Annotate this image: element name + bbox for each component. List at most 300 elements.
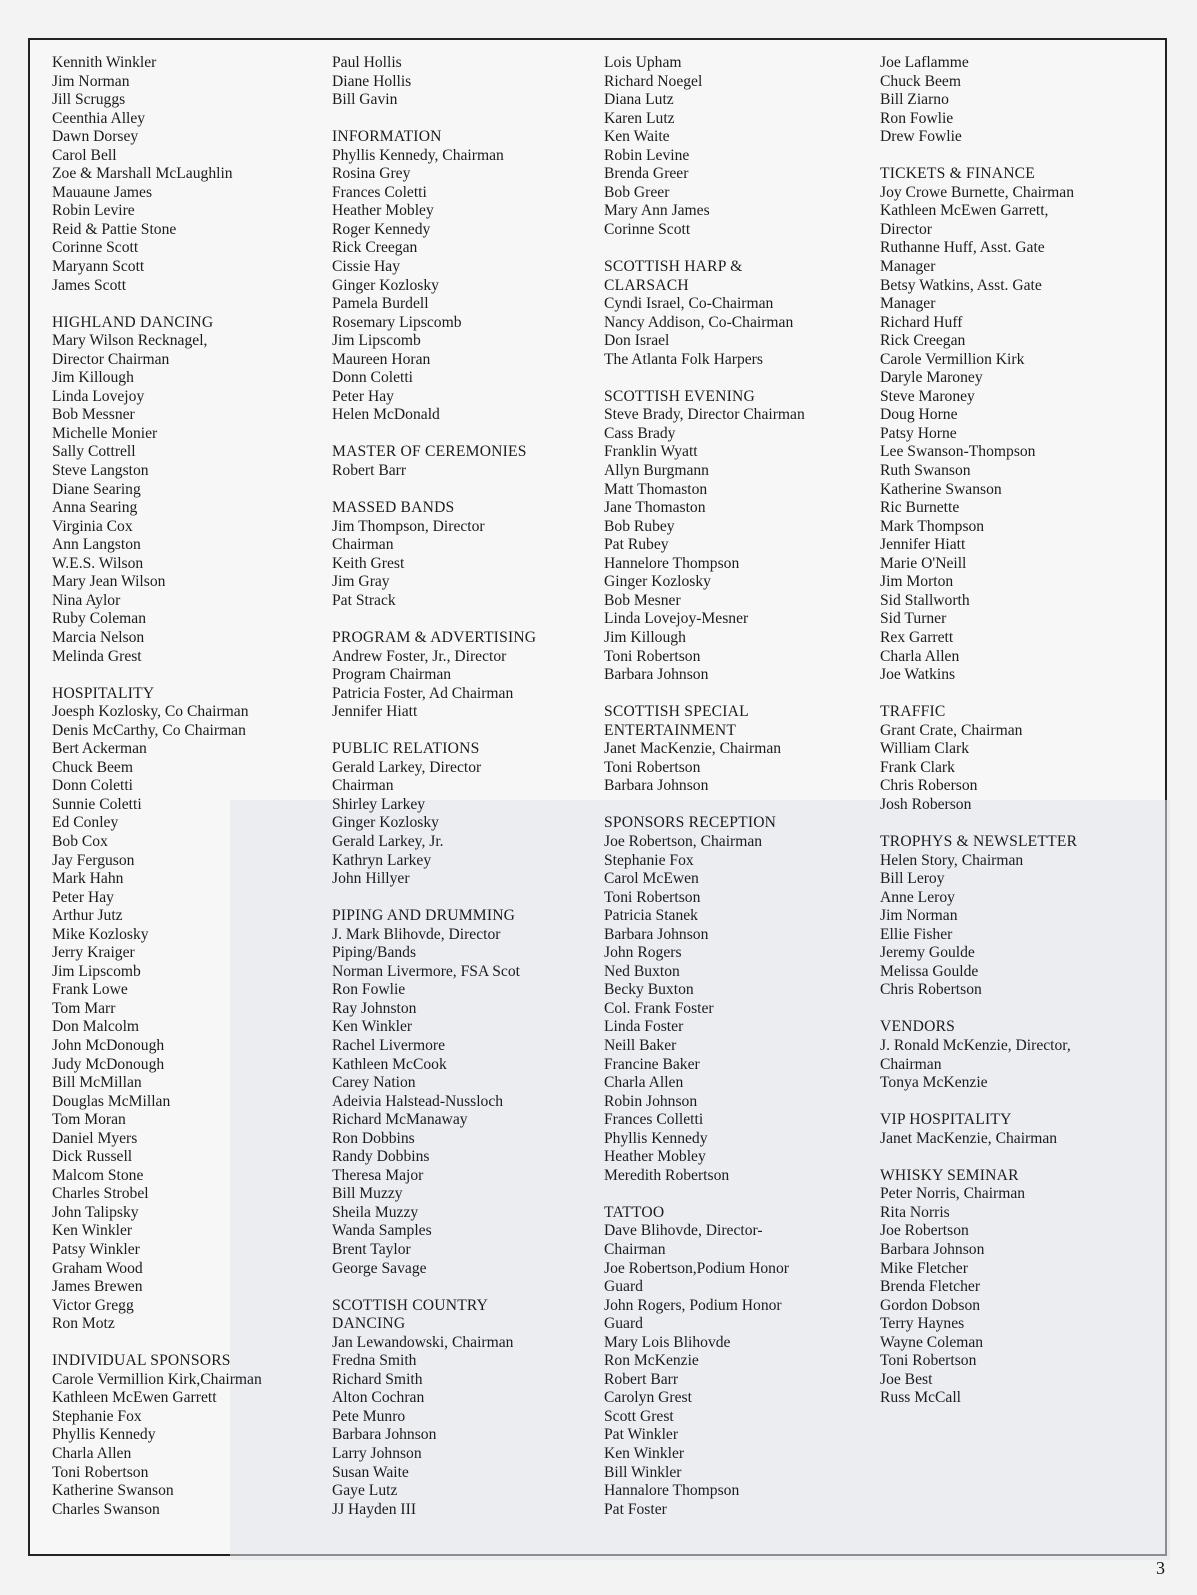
member-name: W.E.S. Wilson xyxy=(52,554,144,572)
member-name: Ellie Fisher xyxy=(880,925,953,943)
member-name: Scott Grest xyxy=(604,1407,674,1425)
member-name: Cass Brady xyxy=(604,424,676,442)
member-name: Peter Hay xyxy=(332,387,394,405)
member-name: Frank Clark xyxy=(880,758,955,776)
member-name: Betsy Watkins, Asst. Gate xyxy=(880,276,1042,294)
member-name: Jennifer Hiatt xyxy=(880,536,966,554)
member-name: Bill Winkler xyxy=(604,1463,682,1481)
member-name: Jennifer Hiatt xyxy=(332,703,418,721)
member-name: Nina Aylor xyxy=(52,591,121,609)
member-name: Ginger Kozlosky xyxy=(332,814,439,832)
member-name: Terry Haynes xyxy=(880,1315,965,1333)
member-name: Ruthanne Huff, Asst. Gate xyxy=(880,239,1045,257)
member-name: Kathleen McEwen Garrett, xyxy=(880,202,1049,220)
committee-section xyxy=(52,54,327,295)
member-name: Roger Kennedy xyxy=(332,220,431,238)
member-name: Neill Baker xyxy=(604,1036,677,1054)
member-name: Josh Roberson xyxy=(880,795,972,813)
member-name: Janet MacKenzie, Chairman xyxy=(880,1129,1058,1147)
member-name: Andrew Foster, Jr., Director xyxy=(332,647,507,665)
member-name: Col. Frank Foster xyxy=(604,999,714,1017)
member-name: Patsy Winkler xyxy=(52,1241,140,1258)
member-name: Becky Buxton xyxy=(604,981,694,999)
member-name: John McDonough xyxy=(52,1036,165,1054)
member-name: John Rogers xyxy=(604,944,682,962)
member-name: Nancy Addison, Co-Chairman xyxy=(604,313,794,331)
committee-section xyxy=(332,499,607,610)
member-name: Victor Gregg xyxy=(52,1296,134,1314)
member-name: Drew Fowlie xyxy=(880,128,962,146)
member-name: Douglas McMillan xyxy=(52,1092,171,1110)
member-name: Joe Robertson,Podium Honor xyxy=(604,1259,789,1277)
column-3 xyxy=(604,54,879,1538)
member-name: J. Ronald McKenzie, Director, xyxy=(880,1036,1071,1054)
section-heading: CLARSACH xyxy=(604,276,689,294)
member-name: Heather Mobley xyxy=(332,202,434,220)
member-name: Ginger Kozlosky xyxy=(332,276,439,294)
member-name: Melinda Grest xyxy=(52,647,142,665)
member-name: Mike Kozlosky xyxy=(52,925,149,943)
member-name: Wanda Samples xyxy=(332,1222,432,1240)
member-name: Daniel Myers xyxy=(52,1129,138,1147)
section-heading: SCOTTISH HARP & xyxy=(604,258,743,276)
member-name: Daryle Maroney xyxy=(880,369,983,387)
member-name: Toni Robertson xyxy=(604,888,701,906)
member-name: George Savage xyxy=(332,1259,427,1277)
member-name: Ron Motz xyxy=(52,1315,115,1333)
member-name: Guard xyxy=(604,1315,643,1333)
member-name: Dave Blihovde, Director- xyxy=(604,1222,763,1240)
member-name: Rex Garrett xyxy=(880,628,954,646)
member-name: Matt Thomaston xyxy=(604,480,708,498)
member-name: Toni Robertson xyxy=(604,647,701,665)
member-name: Ned Buxton xyxy=(604,962,680,980)
member-name: Chuck Beem xyxy=(880,72,961,90)
member-name: Melissa Goulde xyxy=(880,962,979,980)
page-number: 3 xyxy=(1156,1558,1165,1578)
committee-section xyxy=(52,1352,327,1519)
member-name: Barbara Johnson xyxy=(332,1426,437,1444)
member-name: Kathleen McCook xyxy=(332,1055,447,1073)
member-name: Jim Gray xyxy=(332,573,390,591)
member-name: Jim Thompson, Director xyxy=(332,517,485,535)
committee-section xyxy=(332,629,607,722)
member-name: Mark Hahn xyxy=(52,870,124,888)
member-name: Barbara Johnson xyxy=(604,666,709,684)
member-name: Pat Foster xyxy=(604,1500,667,1518)
member-name: Piping/Bands xyxy=(332,944,417,962)
member-name: Tom Moran xyxy=(52,1111,126,1129)
member-name: Ron Fowlie xyxy=(332,981,406,999)
member-name: Brent Taylor xyxy=(332,1241,411,1258)
section-heading: VENDORS xyxy=(880,1018,956,1036)
member-name: Joe Watkins xyxy=(880,666,956,684)
member-name: Chairman xyxy=(880,1055,942,1073)
member-name: Patricia Foster, Ad Chairman xyxy=(332,684,514,702)
member-name: Barbara Johnson xyxy=(880,1241,985,1258)
member-name: Carolyn Grest xyxy=(604,1389,692,1407)
member-name: Linda Lovejoy xyxy=(52,387,145,405)
member-name: James Scott xyxy=(52,276,127,294)
member-name: Manager xyxy=(880,258,936,276)
member-name: William Clark xyxy=(880,740,970,758)
member-name: Stephanie Fox xyxy=(604,851,694,869)
member-name: Graham Wood xyxy=(52,1259,143,1277)
member-name: Program Chairman xyxy=(332,666,452,684)
member-name: Robin Johnson xyxy=(604,1092,698,1110)
committee-section xyxy=(880,165,1155,684)
member-name: Cyndi Israel, Co-Chairman xyxy=(604,295,774,313)
section-heading: TATTOO xyxy=(604,1203,665,1221)
member-name: Linda Foster xyxy=(604,1018,684,1036)
member-name: Frank Lowe xyxy=(52,981,128,999)
member-name: Grant Crate, Chairman xyxy=(880,721,1023,739)
member-name: Mary Ann James xyxy=(604,202,710,220)
member-name: Charla Allen xyxy=(604,1074,684,1092)
member-name: Jay Ferguson xyxy=(52,851,135,869)
member-name: Rita Norris xyxy=(880,1203,950,1221)
member-name: Bob Messner xyxy=(52,406,135,424)
member-name: Patricia Stanek xyxy=(604,907,698,925)
member-name: Adeivia Halstead-Nussloch xyxy=(332,1092,504,1110)
member-name: Jane Thomaston xyxy=(604,499,706,517)
member-name: Sid Stallworth xyxy=(880,591,970,609)
member-name: Rosemary Lipscomb xyxy=(332,313,462,331)
member-name: Director Chairman xyxy=(52,350,170,368)
section-heading: WHISKY SEMINAR xyxy=(880,1166,1019,1184)
member-name: Donn Coletti xyxy=(332,369,413,387)
member-name: Chairman xyxy=(332,536,394,554)
section-heading: PUBLIC RELATIONS xyxy=(332,740,480,758)
committee-section xyxy=(604,703,879,796)
member-name: James Brewen xyxy=(52,1278,143,1296)
member-name: Ron Dobbins xyxy=(332,1129,415,1147)
member-name: Doug Horne xyxy=(880,406,958,424)
member-name: Ruth Swanson xyxy=(880,462,971,480)
member-name: Steve Maroney xyxy=(880,387,975,405)
committee-section xyxy=(332,443,607,480)
member-name: Linda Lovejoy-Mesner xyxy=(604,610,749,628)
member-name: Chairman xyxy=(604,1241,666,1258)
member-name: Lois Upham xyxy=(604,54,682,71)
member-name: Katherine Swanson xyxy=(52,1482,174,1500)
section-heading: PROGRAM & ADVERTISING xyxy=(332,628,537,646)
member-name: Ed Conley xyxy=(52,814,119,832)
member-name: Carol Bell xyxy=(52,146,117,164)
member-name: Ray Johnston xyxy=(332,999,417,1017)
committee-section xyxy=(880,1018,1155,1092)
member-name: Ruby Coleman xyxy=(52,610,146,628)
member-name: Gerald Larkey, Jr. xyxy=(332,832,444,850)
section-heading: MASSED BANDS xyxy=(332,499,455,517)
member-name: Ken Winkler xyxy=(604,1445,685,1463)
member-name: Stephanie Fox xyxy=(52,1407,142,1425)
member-name: Bill Gavin xyxy=(332,91,398,109)
committee-section xyxy=(332,907,607,1278)
member-name: Joe Robertson xyxy=(880,1222,969,1240)
member-name: Phyllis Kennedy xyxy=(52,1426,156,1444)
member-name: Paul Hollis xyxy=(332,54,402,71)
committee-section xyxy=(880,1111,1155,1148)
member-name: Patsy Horne xyxy=(880,424,957,442)
committee-section xyxy=(332,1297,607,1520)
member-name: Charles Strobel xyxy=(52,1185,149,1203)
member-name: Mark Thompson xyxy=(880,517,985,535)
member-name: Don Malcolm xyxy=(52,1018,140,1036)
member-name: Robin Levine xyxy=(604,146,690,164)
section-heading: HIGHLAND DANCING xyxy=(52,313,214,331)
committee-section xyxy=(52,685,327,1334)
member-name: Judy McDonough xyxy=(52,1055,165,1073)
member-name: Richard Huff xyxy=(880,313,963,331)
member-name: Sid Turner xyxy=(880,610,947,628)
member-name: Pete Munro xyxy=(332,1407,406,1425)
member-name: Ron Fowlie xyxy=(880,109,954,127)
member-name: Toni Robertson xyxy=(880,1352,977,1370)
member-name: Cissie Hay xyxy=(332,258,401,276)
member-name: Charla Allen xyxy=(52,1445,132,1463)
member-name: Frances Coletti xyxy=(332,183,427,201)
member-name: Randy Dobbins xyxy=(332,1148,430,1166)
member-name: J. Mark Blihovde, Director xyxy=(332,925,501,943)
member-name: Diane Hollis xyxy=(332,72,412,90)
member-name: Joe Laflamme xyxy=(880,54,969,71)
member-name: Jim Lipscomb xyxy=(332,332,421,350)
member-name: Gerald Larkey, Director xyxy=(332,758,482,776)
member-name: Jim Morton xyxy=(880,573,954,591)
member-name: Pamela Burdell xyxy=(332,295,429,313)
member-name: Chris Roberson xyxy=(880,777,978,795)
member-name: Sunnie Coletti xyxy=(52,795,142,813)
section-heading: SCOTTISH SPECIAL xyxy=(604,703,749,721)
member-name: Tonya McKenzie xyxy=(880,1074,988,1092)
member-name: Heather Mobley xyxy=(604,1148,706,1166)
member-name: Rachel Livermore xyxy=(332,1036,446,1054)
committee-section xyxy=(604,258,879,369)
member-name: Barbara Johnson xyxy=(604,925,709,943)
member-name: Bill McMillan xyxy=(52,1074,142,1092)
member-name: Diana Lutz xyxy=(604,91,674,109)
member-name: The Atlanta Folk Harpers xyxy=(604,350,763,368)
member-name: Shirley Larkey xyxy=(332,795,426,813)
member-name: Joy Crowe Burnette, Chairman xyxy=(880,183,1075,201)
member-name: Helen McDonald xyxy=(332,406,440,424)
section-heading: SPONSORS RECEPTION xyxy=(604,814,777,832)
member-name: Steve Langston xyxy=(52,462,149,480)
member-name: Theresa Major xyxy=(332,1166,424,1184)
member-name: Jim Norman xyxy=(880,907,958,925)
member-name: Chairman xyxy=(332,777,394,795)
member-name: Chuck Beem xyxy=(52,758,133,776)
member-name: Robert Barr xyxy=(332,462,407,480)
member-name: Malcom Stone xyxy=(52,1166,144,1184)
member-name: Keith Grest xyxy=(332,554,405,572)
member-name: Carole Vermillion Kirk xyxy=(880,350,1025,368)
member-name: Ron McKenzie xyxy=(604,1352,699,1370)
member-name: Ric Burnette xyxy=(880,499,960,517)
member-name: Chris Robertson xyxy=(880,981,982,999)
committee-section xyxy=(52,314,327,666)
member-name: Carole Vermillion Kirk,Chairman xyxy=(52,1370,262,1388)
member-name: Virginia Cox xyxy=(52,517,133,535)
member-name: Ken Waite xyxy=(604,128,670,146)
member-name: Reid & Pattie Stone xyxy=(52,220,177,238)
member-name: Corinne Scott xyxy=(604,220,691,238)
member-name: Ann Langston xyxy=(52,536,141,554)
member-name: Bob Mesner xyxy=(604,591,681,609)
section-heading: MASTER OF CEREMONIES xyxy=(332,443,527,461)
column-1 xyxy=(52,54,327,1538)
member-name: Joe Best xyxy=(880,1370,933,1388)
member-name: Maryann Scott xyxy=(52,258,145,276)
member-name: Katherine Swanson xyxy=(880,480,1002,498)
member-name: Pat Rubey xyxy=(604,536,669,554)
member-name: Rosina Grey xyxy=(332,165,411,183)
member-name: Mike Fletcher xyxy=(880,1259,968,1277)
member-name: Helen Story, Chairman xyxy=(880,851,1024,869)
member-name: Robert Barr xyxy=(604,1370,679,1388)
committee-section xyxy=(604,814,879,1185)
member-name: Allyn Burgmann xyxy=(604,462,709,480)
member-name: Tom Marr xyxy=(52,999,116,1017)
member-name: Ceenthia Alley xyxy=(52,109,146,127)
member-name: Director xyxy=(880,220,932,238)
member-name: Bill Leroy xyxy=(880,870,945,888)
member-name: Ken Winkler xyxy=(332,1018,413,1036)
member-name: Manager xyxy=(880,295,936,313)
page-frame xyxy=(28,38,1167,1556)
section-heading: TICKETS & FINANCE xyxy=(880,165,1036,183)
section-heading: INDIVIDUAL SPONSORS xyxy=(52,1352,231,1370)
section-heading: VIP HOSPITALITY xyxy=(880,1111,1012,1129)
member-name: Marie O'Neill xyxy=(880,554,967,572)
member-name: Mauaune James xyxy=(52,183,153,201)
member-name: Arthur Jutz xyxy=(52,907,123,925)
member-name: Bert Ackerman xyxy=(52,740,147,758)
member-name: Sheila Muzzy xyxy=(332,1203,419,1221)
member-name: John Rogers, Podium Honor xyxy=(604,1296,782,1314)
member-name: Robin Levire xyxy=(52,202,135,220)
member-name: John Hillyer xyxy=(332,870,410,888)
member-name: Wayne Coleman xyxy=(880,1333,984,1351)
member-name: Peter Hay xyxy=(52,888,114,906)
member-name: Don Israel xyxy=(604,332,670,350)
member-name: Gaye Lutz xyxy=(332,1482,398,1500)
member-name: Hannalore Thompson xyxy=(604,1482,740,1500)
member-name: Anne Leroy xyxy=(880,888,955,906)
member-name: Jim Lipscomb xyxy=(52,962,141,980)
member-name: Pat Winkler xyxy=(604,1426,679,1444)
member-name: Francine Baker xyxy=(604,1055,700,1073)
member-name: Jill Scruggs xyxy=(52,91,126,109)
committee-section xyxy=(332,128,607,425)
committee-section xyxy=(880,54,1155,147)
member-name: Kennith Winkler xyxy=(52,54,157,71)
member-name: Denis McCarthy, Co Chairman xyxy=(52,721,246,739)
column-2 xyxy=(332,54,607,1538)
section-heading: DANCING xyxy=(332,1315,406,1333)
member-name: Larry Johnson xyxy=(332,1445,422,1463)
member-name: Jan Lewandowski, Chairman xyxy=(332,1333,514,1351)
committee-section xyxy=(332,740,607,888)
member-name: Steve Brady, Director Chairman xyxy=(604,406,805,424)
member-name: Maureen Horan xyxy=(332,350,431,368)
section-heading: INFORMATION xyxy=(332,128,442,146)
member-name: Jim Killough xyxy=(604,628,686,646)
member-name: Norman Livermore, FSA Scot xyxy=(332,962,520,980)
member-name: Bob Rubey xyxy=(604,517,675,535)
member-name: Dawn Dorsey xyxy=(52,128,139,146)
member-name: Pat Strack xyxy=(332,591,396,609)
section-heading: SCOTTISH EVENING xyxy=(604,387,755,405)
member-name: Jerry Kraiger xyxy=(52,944,135,962)
member-name: Carol McEwen xyxy=(604,870,699,888)
member-name: Lee Swanson-Thompson xyxy=(880,443,1036,461)
member-name: Mary Lois Blihovde xyxy=(604,1333,731,1351)
member-name: Carey Nation xyxy=(332,1074,416,1092)
member-name: Michelle Monier xyxy=(52,424,158,442)
section-heading: PIPING AND DRUMMING xyxy=(332,907,516,925)
committee-section xyxy=(332,54,607,110)
member-name: Peter Norris, Chairman xyxy=(880,1185,1026,1203)
member-name: Kathleen McEwen Garrett xyxy=(52,1389,217,1407)
member-name: Jim Killough xyxy=(52,369,134,387)
member-name: Zoe & Marshall McLaughlin xyxy=(52,165,233,183)
member-name: Alton Cochran xyxy=(332,1389,425,1407)
member-name: Marcia Nelson xyxy=(52,628,145,646)
member-name: Toni Robertson xyxy=(604,758,701,776)
member-name: Toni Robertson xyxy=(52,1463,149,1481)
member-name: Joesph Kozlosky, Co Chairman xyxy=(52,703,249,721)
member-name: Mary Jean Wilson xyxy=(52,573,166,591)
member-name: Rick Creegan xyxy=(880,332,966,350)
section-heading: TROPHYS & NEWSLETTER xyxy=(880,832,1078,850)
member-name: Brenda Fletcher xyxy=(880,1278,981,1296)
member-name: Fredna Smith xyxy=(332,1352,417,1370)
member-name: Diane Searing xyxy=(52,480,141,498)
member-name: Bob Greer xyxy=(604,183,670,201)
member-name: Charles Swanson xyxy=(52,1500,160,1518)
section-heading: HOSPITALITY xyxy=(52,684,155,702)
member-name: Kathryn Larkey xyxy=(332,851,432,869)
member-name: Bill Muzzy xyxy=(332,1185,403,1203)
committee-section xyxy=(604,388,879,685)
member-name: Barbara Johnson xyxy=(604,777,709,795)
member-name: Meredith Robertson xyxy=(604,1166,730,1184)
member-name: John Talipsky xyxy=(52,1203,139,1221)
member-name: Mary Wilson Recknagel, xyxy=(52,332,208,350)
member-name: Anna Searing xyxy=(52,499,138,517)
member-name: Phyllis Kennedy xyxy=(604,1129,708,1147)
member-name: Janet MacKenzie, Chairman xyxy=(604,740,782,758)
member-name: Franklin Wyatt xyxy=(604,443,698,461)
committee-section xyxy=(880,1167,1155,1408)
member-name: Sally Cottrell xyxy=(52,443,136,461)
member-name: Ken Winkler xyxy=(52,1222,133,1240)
member-name: Gordon Dobson xyxy=(880,1296,981,1314)
member-name: Phyllis Kennedy, Chairman xyxy=(332,146,504,164)
member-name: Richard Noegel xyxy=(604,72,703,90)
member-name: Jim Norman xyxy=(52,72,130,90)
member-name: Karen Lutz xyxy=(604,109,675,127)
member-name: Joe Robertson, Chairman xyxy=(604,832,763,850)
member-name: Jeremy Goulde xyxy=(880,944,975,962)
member-name: Richard Smith xyxy=(332,1370,423,1388)
member-name: Corinne Scott xyxy=(52,239,139,257)
column-4 xyxy=(880,54,1155,1426)
committee-section xyxy=(604,1204,879,1519)
section-heading: TRAFFIC xyxy=(880,703,946,721)
